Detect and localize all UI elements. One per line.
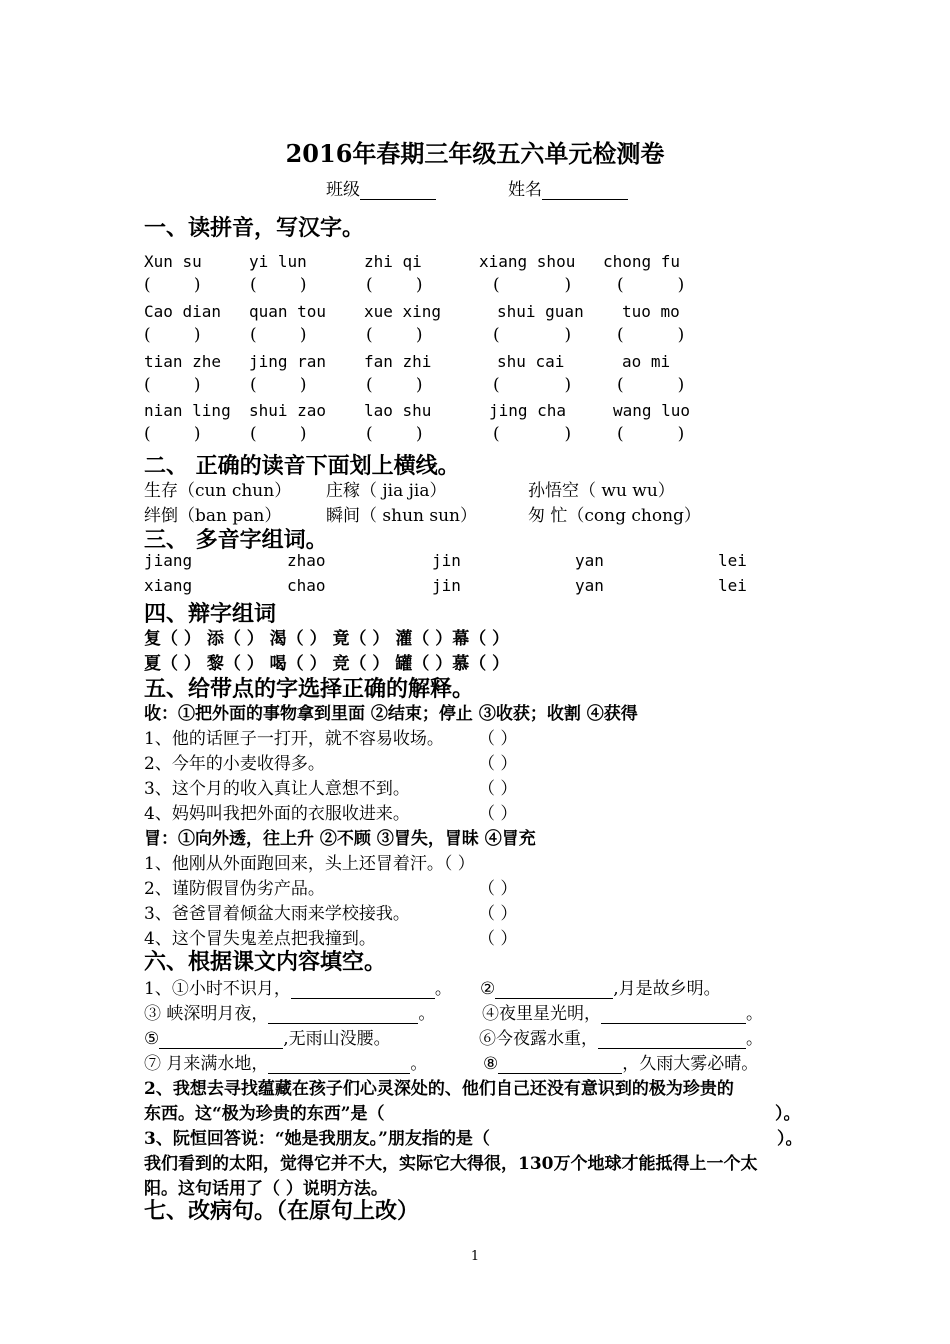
pinyin-item: ao mi bbox=[622, 352, 671, 371]
class-label: 班级 bbox=[326, 180, 360, 200]
pinyin-item: xiang shou bbox=[479, 252, 576, 271]
answer-box[interactable]: ( ) bbox=[617, 325, 685, 345]
pinyin-item: lao shu bbox=[364, 401, 432, 420]
shou-answer-2[interactable]: （ ） bbox=[478, 754, 518, 774]
answer-box[interactable]: ( ) bbox=[617, 375, 685, 395]
answer-box[interactable]: ( ) bbox=[366, 325, 423, 345]
answer-box[interactable]: ( ) bbox=[250, 375, 307, 395]
pinyin-item: fan zhi bbox=[364, 352, 432, 371]
answer-box[interactable]: ( ) bbox=[493, 375, 572, 395]
question-3-close: ）。 bbox=[777, 1129, 803, 1149]
char-compare-line-1: 复（ ） 添（ ） 渴（ ） 竟（ ） 灌（ ）幕（ ） bbox=[144, 629, 510, 649]
pinyin-item: jing ran bbox=[249, 352, 327, 371]
fill-blank[interactable] bbox=[598, 1030, 746, 1049]
answer-box[interactable]: ( ) bbox=[144, 375, 201, 395]
section-2-heading: 二、 正确的读音下面划上横线。 bbox=[144, 453, 460, 479]
answer-box[interactable]: ( ) bbox=[250, 275, 307, 295]
mao-item-4: 4、这个冒失鬼差点把我撞到。 bbox=[144, 929, 376, 949]
shou-item-2: 2、今年的小麦收得多。 bbox=[144, 754, 325, 774]
page-title: 2016年春期三年级五六单元检测卷 bbox=[285, 139, 665, 168]
poem-text: 。 bbox=[418, 1004, 436, 1024]
answer-box[interactable]: ( ) bbox=[493, 325, 572, 345]
pinyin-item: yi lun bbox=[249, 252, 307, 271]
question-2-line-2: 东西。这“极为珍贵的东西”是（ bbox=[144, 1104, 385, 1124]
polyphone-item: yan bbox=[575, 551, 604, 570]
fill-blank[interactable] bbox=[268, 1055, 410, 1074]
polyphone-item: jiang bbox=[144, 551, 193, 570]
answer-box[interactable]: ( ) bbox=[617, 275, 685, 295]
class-blank[interactable] bbox=[360, 181, 436, 200]
polyphone-item: lei bbox=[718, 551, 747, 570]
mao-item-2: 2、谨防假冒伪劣产品。 bbox=[144, 879, 325, 899]
question-2-line-1: 2、我想去寻找蕴藏在孩子们心灵深处的、他们自己还没有意识到的极为珍贵的 bbox=[144, 1079, 734, 1099]
answer-box[interactable]: ( ) bbox=[366, 375, 423, 395]
poem-text: 。 bbox=[746, 1004, 763, 1024]
mao-answer-3[interactable]: （ ） bbox=[478, 904, 518, 924]
poem-fill-row-1b bbox=[480, 974, 721, 999]
reading-item: 生存（cun chun） bbox=[144, 481, 292, 501]
pinyin-item: tian zhe bbox=[144, 352, 222, 371]
pinyin-item: shui guan bbox=[497, 302, 584, 321]
pinyin-item: Xun su bbox=[144, 252, 202, 271]
mao-definitions: 冒：①向外透，往上升 ②不顾 ③冒失，冒昧 ④冒充 bbox=[144, 829, 536, 849]
section-5-heading: 五、给带点的字选择正确的解释。 bbox=[144, 676, 475, 702]
question-3-line-3: 阳。这句话用了（ ）说明方法。 bbox=[144, 1179, 388, 1199]
answer-box[interactable]: ( ) bbox=[250, 325, 307, 345]
answer-box[interactable]: ( ) bbox=[617, 424, 685, 444]
poem-text: ，久雨大雾必晴。 bbox=[622, 1054, 759, 1074]
answer-box[interactable]: ( ) bbox=[144, 424, 201, 444]
pinyin-item: chong fu bbox=[603, 252, 681, 271]
poem-text: ⑧ bbox=[483, 1054, 499, 1074]
reading-item: 庄稼（ jia jia） bbox=[326, 481, 447, 501]
answer-box[interactable]: ( ) bbox=[493, 275, 572, 295]
poem-fill-row-3 bbox=[144, 1024, 391, 1049]
poem-text: 1、①小时不识月， bbox=[144, 979, 291, 999]
mao-item-3: 3、爸爸冒着倾盆大雨来学校接我。 bbox=[144, 904, 410, 924]
answer-box[interactable]: ( ) bbox=[144, 325, 201, 345]
reading-item: 匆 忙（cong chong） bbox=[528, 506, 701, 526]
pinyin-item: zhi qi bbox=[364, 252, 422, 271]
section-6-heading: 六、根据课文内容填空。 bbox=[144, 949, 387, 975]
answer-box[interactable]: ( ) bbox=[366, 275, 423, 295]
name-blank[interactable] bbox=[542, 181, 628, 200]
fill-blank[interactable] bbox=[159, 1030, 283, 1049]
question-3-line-2: 我们看到的太阳，觉得它并不大，实际它大得很，130万个地球才能抵得上一个太 bbox=[144, 1154, 758, 1174]
fill-blank[interactable] bbox=[601, 1005, 746, 1024]
shou-answer-1[interactable]: （ ） bbox=[478, 729, 518, 749]
poem-fill-row-4b bbox=[483, 1049, 758, 1074]
pinyin-item: shu cai bbox=[497, 352, 565, 371]
poem-fill-row-2b bbox=[482, 999, 763, 1024]
poem-text: ④夜里星光明， bbox=[482, 1004, 601, 1024]
poem-fill-row-4 bbox=[144, 1049, 427, 1074]
polyphone-item: chao bbox=[287, 576, 326, 595]
polyphone-item: yan bbox=[575, 576, 604, 595]
pinyin-item: tuo mo bbox=[622, 302, 680, 321]
poem-fill-row-2 bbox=[144, 999, 435, 1024]
section-3-heading: 三、 多音字组词。 bbox=[144, 527, 328, 553]
poem-text: 。 bbox=[410, 1054, 428, 1074]
page-number: 1 bbox=[470, 1249, 480, 1264]
poem-text: ⑥今夜露水重， bbox=[479, 1029, 598, 1049]
section-1-heading: 一、读拼音，写汉字。 bbox=[144, 215, 365, 241]
section-7-heading: 七、改病句。（在原句上改） bbox=[144, 1198, 420, 1224]
poem-text: ,月是故乡明。 bbox=[613, 979, 721, 999]
pinyin-item: xue xing bbox=[364, 302, 442, 321]
fill-blank[interactable] bbox=[498, 1055, 622, 1074]
answer-box[interactable]: ( ) bbox=[366, 424, 423, 444]
pinyin-item: quan tou bbox=[249, 302, 327, 321]
reading-item: 绊倒（ban pan） bbox=[144, 506, 282, 526]
poem-text: ⑦ 月来满水地， bbox=[144, 1054, 269, 1074]
fill-blank[interactable] bbox=[495, 980, 613, 999]
answer-box[interactable]: ( ) bbox=[493, 424, 572, 444]
answer-box[interactable]: ( ) bbox=[250, 424, 307, 444]
name-field bbox=[508, 175, 628, 200]
shou-item-4: 4、妈妈叫我把外面的衣服收进来。 bbox=[144, 804, 410, 824]
shou-definitions: 收：①把外面的事物拿到里面 ②结束；停止 ③收获；收割 ④获得 bbox=[144, 704, 638, 724]
poem-text: 。 bbox=[746, 1029, 763, 1049]
fill-blank[interactable] bbox=[268, 1005, 418, 1024]
reading-item: 瞬间（ shun sun） bbox=[326, 506, 477, 526]
polyphone-item: zhao bbox=[287, 551, 326, 570]
mao-item-1: 1、他刚从外面跑回来，头上还冒着汗。（ ） bbox=[144, 854, 475, 874]
reading-item: 孙悟空（ wu wu） bbox=[528, 481, 675, 501]
poem-text: ,无雨山没腰。 bbox=[283, 1029, 391, 1049]
pinyin-item: jing cha bbox=[489, 401, 567, 420]
section-4-heading: 四、辩字组词 bbox=[144, 601, 277, 627]
shou-item-3: 3、这个月的收入真让人意想不到。 bbox=[144, 779, 410, 799]
poem-fill-row-3b bbox=[479, 1024, 763, 1049]
polyphone-item: lei bbox=[718, 576, 747, 595]
poem-text: ⑤ bbox=[144, 1029, 160, 1049]
class-field bbox=[326, 175, 436, 200]
mao-answer-2[interactable]: （ ） bbox=[478, 879, 518, 899]
pinyin-item: wang luo bbox=[613, 401, 691, 420]
polyphone-item: xiang bbox=[144, 576, 193, 595]
shou-item-1: 1、他的话匣子一打开，就不容易收场。 bbox=[144, 729, 444, 749]
shou-answer-3[interactable]: （ ） bbox=[478, 779, 518, 799]
shou-answer-4[interactable]: （ ） bbox=[478, 804, 518, 824]
poem-text: ② bbox=[480, 979, 496, 999]
pinyin-item: shui zao bbox=[249, 401, 327, 420]
mao-answer-4[interactable]: （ ） bbox=[478, 929, 518, 949]
polyphone-item: jin bbox=[432, 576, 461, 595]
answer-box[interactable]: ( ) bbox=[144, 275, 201, 295]
fill-blank[interactable] bbox=[291, 980, 435, 999]
pinyin-item: Cao dian bbox=[144, 302, 222, 321]
char-compare-line-2: 夏（ ） 黎（ ） 喝（ ） 竞（ ） 罐（ ）慕（ ） bbox=[144, 654, 510, 674]
poem-fill-row-1 bbox=[144, 974, 452, 999]
question-3-line-1: 3、阮恒回答说：“她是我朋友。”朋友指的是（ bbox=[144, 1129, 490, 1149]
poem-text: ③ 峡深明月夜， bbox=[144, 1004, 269, 1024]
question-2-close: ）。 bbox=[775, 1104, 801, 1124]
polyphone-item: jin bbox=[432, 551, 461, 570]
poem-text: 。 bbox=[434, 979, 452, 999]
name-label: 姓名 bbox=[508, 180, 542, 200]
pinyin-item: nian ling bbox=[144, 401, 231, 420]
